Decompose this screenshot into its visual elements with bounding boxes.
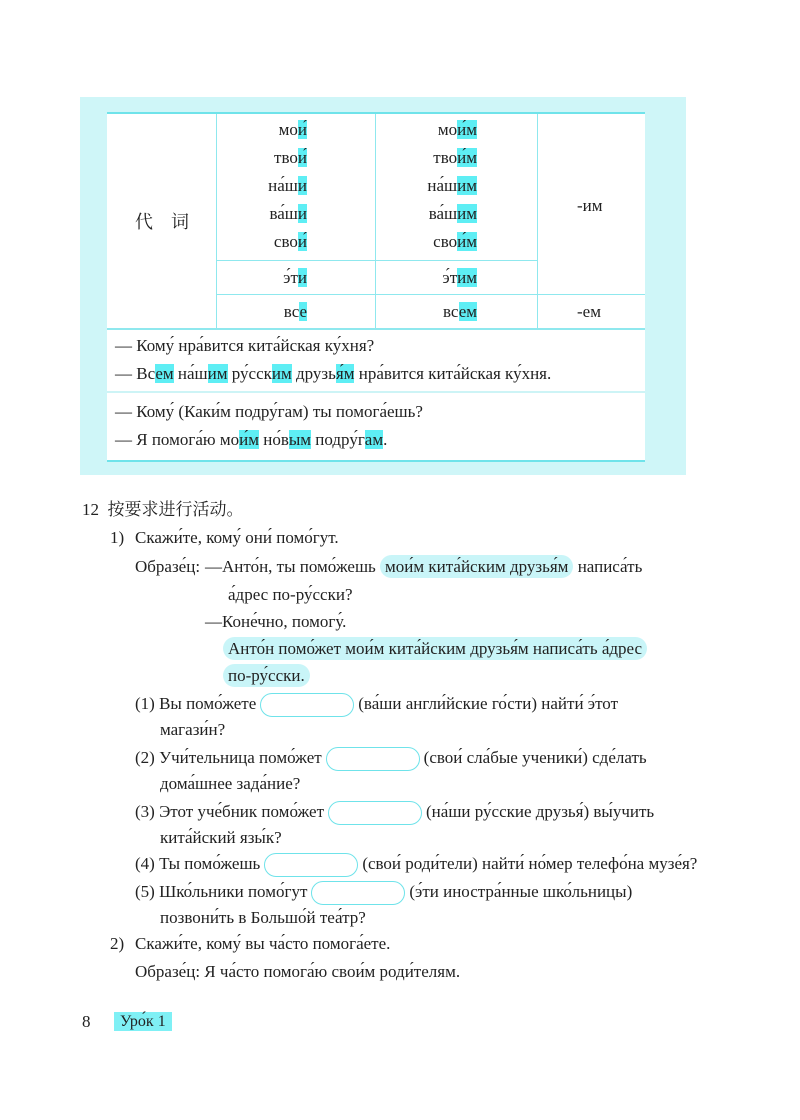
sentence-segment: им: [271, 364, 292, 383]
sentence-segment: ем: [155, 364, 174, 383]
word-ending: ем: [458, 302, 477, 321]
lesson-badge: Уро́к 1: [114, 1012, 172, 1031]
pronoun-base: [274, 228, 307, 256]
example-sentence: [115, 332, 374, 360]
item-text-end: (свои́ сла́бые ученики́) сде́лать: [423, 748, 647, 767]
sample-full-answer-1: [223, 635, 647, 663]
sentence-segment: нра́вится кита́йская ку́хня.: [354, 364, 552, 383]
word-ending: и: [297, 268, 307, 287]
word-ending: и́м: [457, 148, 477, 167]
exercise-item: [135, 850, 697, 878]
exercise-heading: [82, 496, 244, 524]
sample-label: Образе́ц:: [135, 557, 201, 576]
item-text-end: (э́ти иностра́нные шко́льницы): [409, 882, 633, 901]
sentence-segment: ам: [364, 430, 384, 449]
exercise-title: 按要求进行活动。: [107, 500, 244, 519]
exercise-item: [135, 744, 647, 772]
sentence-segment: и́м: [239, 430, 259, 449]
pronoun-dat: [433, 228, 477, 256]
part2-instruction: Скажи́те, кому́ вы ча́сто помога́ете.: [135, 934, 391, 953]
part1-instruction: Скажи́те, кому́ они́ помо́гут.: [135, 528, 339, 547]
word-ending: и́: [297, 232, 307, 251]
exercise-item: [135, 878, 632, 906]
item-text-end: (ва́ши англи́йские го́сти) найти́ э́тот: [358, 694, 619, 713]
pronoun-base: [268, 172, 307, 200]
word-stem: ва́ш: [428, 204, 458, 223]
pronoun-dat: [438, 116, 477, 144]
pronoun-dat: [443, 298, 477, 326]
item-text-start: Учи́тельница помо́жет: [159, 748, 322, 767]
word-stem: э́т: [283, 268, 298, 287]
example-sentence: [115, 360, 551, 388]
exercise-number: 12: [82, 500, 99, 519]
pronoun-table: [107, 112, 645, 462]
answer-blank[interactable]: [260, 693, 354, 717]
item-text-start: Шко́льники помо́гут: [159, 882, 308, 901]
sentence-segment: ым: [288, 430, 312, 449]
pronoun-base: [284, 298, 307, 326]
pronoun-base: [274, 144, 307, 172]
word-stem: на́ш: [268, 176, 298, 195]
page-number: 8: [82, 1012, 91, 1031]
table-label: 代 词: [135, 212, 189, 232]
word-ending: и́м: [457, 120, 477, 139]
answer-blank[interactable]: [326, 747, 420, 771]
word-stem: э́т: [442, 268, 458, 287]
pronoun-dat: [427, 172, 477, 200]
answer-blank[interactable]: [328, 801, 422, 825]
pronoun-dat: [433, 144, 477, 172]
word-ending: и: [297, 176, 307, 195]
sample-answer: —Коне́чно, помогу́.: [205, 612, 347, 631]
word-ending: и́: [297, 120, 307, 139]
sentence-segment: подру́г: [311, 430, 365, 449]
item-number: (3): [135, 802, 155, 821]
sample-question-line2: а́дрес по-ру́сски?: [228, 585, 353, 604]
word-stem: вс: [443, 302, 459, 321]
pronoun-base: [283, 264, 307, 292]
part1-number: 1): [110, 528, 125, 547]
word-ending: и: [297, 204, 307, 223]
word-ending: е: [299, 302, 307, 321]
sentence-segment: — Я помога́ю мо: [115, 430, 240, 449]
sample-highlight: мои́м кита́йским друзья́м: [380, 555, 573, 578]
pronoun-base: [279, 116, 307, 144]
pronoun-dat: [442, 264, 477, 292]
item-continuation: дома́шнее зада́ние?: [160, 774, 301, 793]
word-ending: им: [457, 204, 477, 223]
word-stem: тво: [274, 148, 298, 167]
word-ending: им: [457, 176, 477, 195]
sentence-segment: я́м: [335, 364, 355, 383]
sentence-segment: на́ш: [173, 364, 208, 383]
full-answer-text-2: по-ру́сски.: [223, 664, 310, 687]
item-text-start: Этот уче́бник помо́жет: [159, 802, 325, 821]
item-number: (5): [135, 882, 155, 901]
sample-question: [205, 553, 642, 581]
word-ending: и́: [297, 148, 307, 167]
word-ending: и́м: [457, 232, 477, 251]
sentence-segment: ру́сск: [227, 364, 272, 383]
item-text-end: (на́ши ру́сские друзья́) вы́учить: [426, 802, 655, 821]
item-text-start: Вы помо́жете: [159, 694, 257, 713]
example-sentence: [115, 398, 423, 426]
word-ending: им: [457, 268, 477, 287]
word-stem: на́ш: [427, 176, 458, 195]
full-answer-text-1: Анто́н помо́жет мои́м кита́йским друзья́м написа́ть а́дрес: [223, 637, 647, 660]
ending-em: -ем: [577, 302, 601, 321]
word-stem: мо: [437, 120, 458, 139]
answer-blank[interactable]: [264, 853, 358, 877]
sample-question-start: —Анто́н, ты помо́жешь: [205, 557, 376, 576]
lesson-label: [114, 1008, 172, 1036]
part2-number: 2): [110, 934, 125, 953]
item-number: (4): [135, 854, 155, 873]
sentence-segment: — Кому́ (Каки́м подру́гам) ты помога́ешь?: [115, 402, 423, 421]
answer-blank[interactable]: [311, 881, 405, 905]
item-number: (1): [135, 694, 155, 713]
item-text-end: (свои́ роди́тели) найти́ но́мер телефо́на музе́я?: [362, 854, 698, 873]
sentence-segment: — Вс: [115, 364, 156, 383]
exercise-item: [135, 798, 654, 826]
item-text-start: Ты помо́жешь: [159, 854, 261, 873]
sample-question-end: написа́ть: [577, 557, 643, 576]
word-stem: сво: [273, 232, 298, 251]
example-sentence: [115, 426, 387, 454]
item-continuation: магази́н?: [160, 720, 226, 739]
item-number: (2): [135, 748, 155, 767]
sentence-segment: им: [207, 364, 228, 383]
sentence-segment: друзь: [291, 364, 336, 383]
sentence-segment: но́в: [258, 430, 289, 449]
ending-im: -им: [577, 196, 603, 215]
item-continuation: кита́йский язы́к?: [160, 828, 282, 847]
word-stem: вс: [283, 302, 300, 321]
sentence-segment: — Кому́ нра́вится кита́йская ку́хня?: [115, 336, 375, 355]
pronoun-base: [269, 200, 307, 228]
sentence-segment: .: [383, 430, 388, 449]
word-stem: тво: [433, 148, 458, 167]
word-stem: ва́ш: [269, 204, 298, 223]
sample-full-answer-2: [223, 662, 310, 690]
part2-sample: Образе́ц: Я ча́сто помога́ю свои́м роди́телям.: [135, 962, 461, 981]
item-continuation: позвони́ть в Большо́й теа́тр?: [160, 908, 366, 927]
word-stem: мо: [278, 120, 298, 139]
word-stem: сво: [433, 232, 458, 251]
exercise-item: [135, 690, 618, 718]
pronoun-dat: [429, 200, 477, 228]
